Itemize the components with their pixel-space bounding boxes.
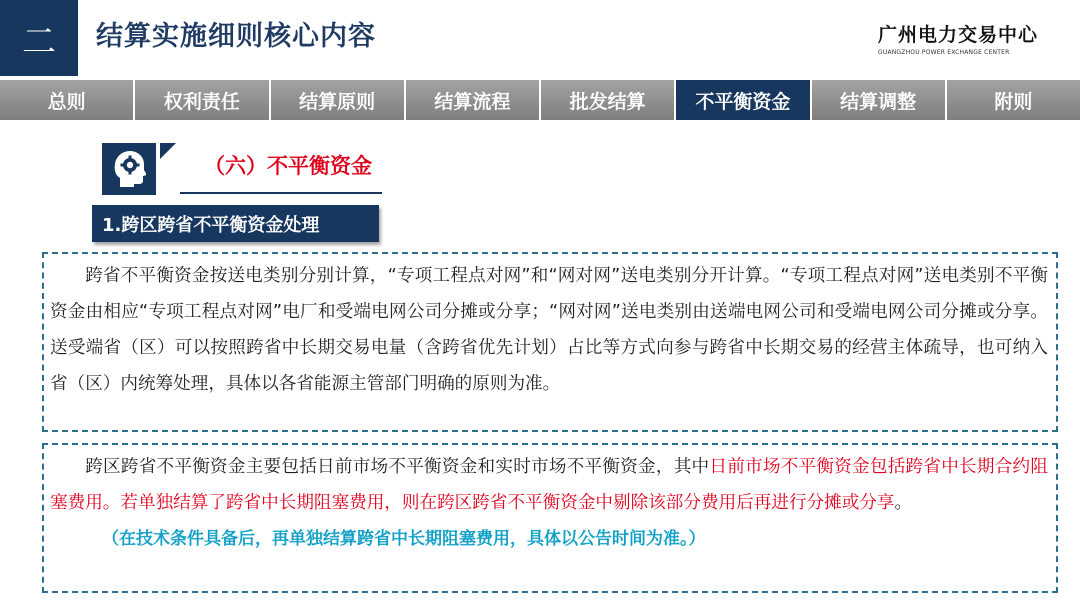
subsection-underline (180, 192, 382, 194)
paragraph-2-highlight: 日前市场不平衡资金包括跨省中长期合约阻塞费用。若单独结算了跨省中长期阻塞费用，则在跨区跨省不平衡资金中剔除该部分费用后再进行分摊或分享 (50, 457, 1048, 513)
paragraph-2-end: 。 (894, 493, 913, 513)
tab-settlement-process[interactable]: 结算流程 (406, 80, 541, 120)
logo (878, 20, 1068, 56)
tab-settlement-principles[interactable]: 结算原则 (271, 80, 406, 120)
tab-general[interactable]: 总则 (0, 80, 135, 120)
nav-tabs (0, 80, 1080, 120)
content-box-1 (42, 252, 1058, 432)
paragraph-2 (50, 449, 1048, 521)
content-box-2 (42, 443, 1058, 593)
logo-subtext: GUANGZHOU POWER EXCHANGE CENTER (878, 49, 1010, 56)
header (0, 0, 1080, 80)
tab-wholesale-settlement[interactable]: 批发结算 (541, 80, 676, 120)
paragraph-2-normal: 跨区跨省不平衡资金主要包括日前市场不平衡资金和实时市场不平衡资金，其中 (85, 457, 710, 477)
tab-imbalance-funds[interactable]: 不平衡资金 (676, 80, 811, 120)
paragraph-1: 跨省不平衡资金按送电类别分别计算，“专项工程点对网”和“网对网”送电类别分开计算。“专项工程点对网”送电类别不平衡资金由相应“专项工程点对网”电厂和受端电网公司分摊或分享；“网对网”送电类别由送端电网公司和受端电网公司分摊或分享。送受端省（区）可以按照跨省中长期交易电量（含跨省优先计划）占比等方式向参与跨省中长期交易的经营主体疏导，也可纳入省（区）内统筹处理，具体以各省能源主管部门明确的原则为准。 (50, 266, 1048, 394)
head-gear-icon (102, 143, 156, 195)
section-number: 二 (0, 0, 78, 76)
page-title: 结算实施细则核心内容 (96, 21, 376, 52)
subsection-title: （六）不平衡资金 (204, 154, 372, 178)
section-label: 1.跨区跨省不平衡资金处理 (92, 205, 379, 242)
tab-rights-duties[interactable]: 权利责任 (135, 80, 270, 120)
note-text: （在技术条件具备后，再单独结算跨省中长期阻塞费用，具体以公告时间为准。） (102, 529, 706, 549)
logo-text: 广州电力交易中心 (878, 24, 1039, 46)
tab-appendix[interactable]: 附则 (947, 80, 1080, 120)
tab-settlement-adjustment[interactable]: 结算调整 (812, 80, 947, 120)
